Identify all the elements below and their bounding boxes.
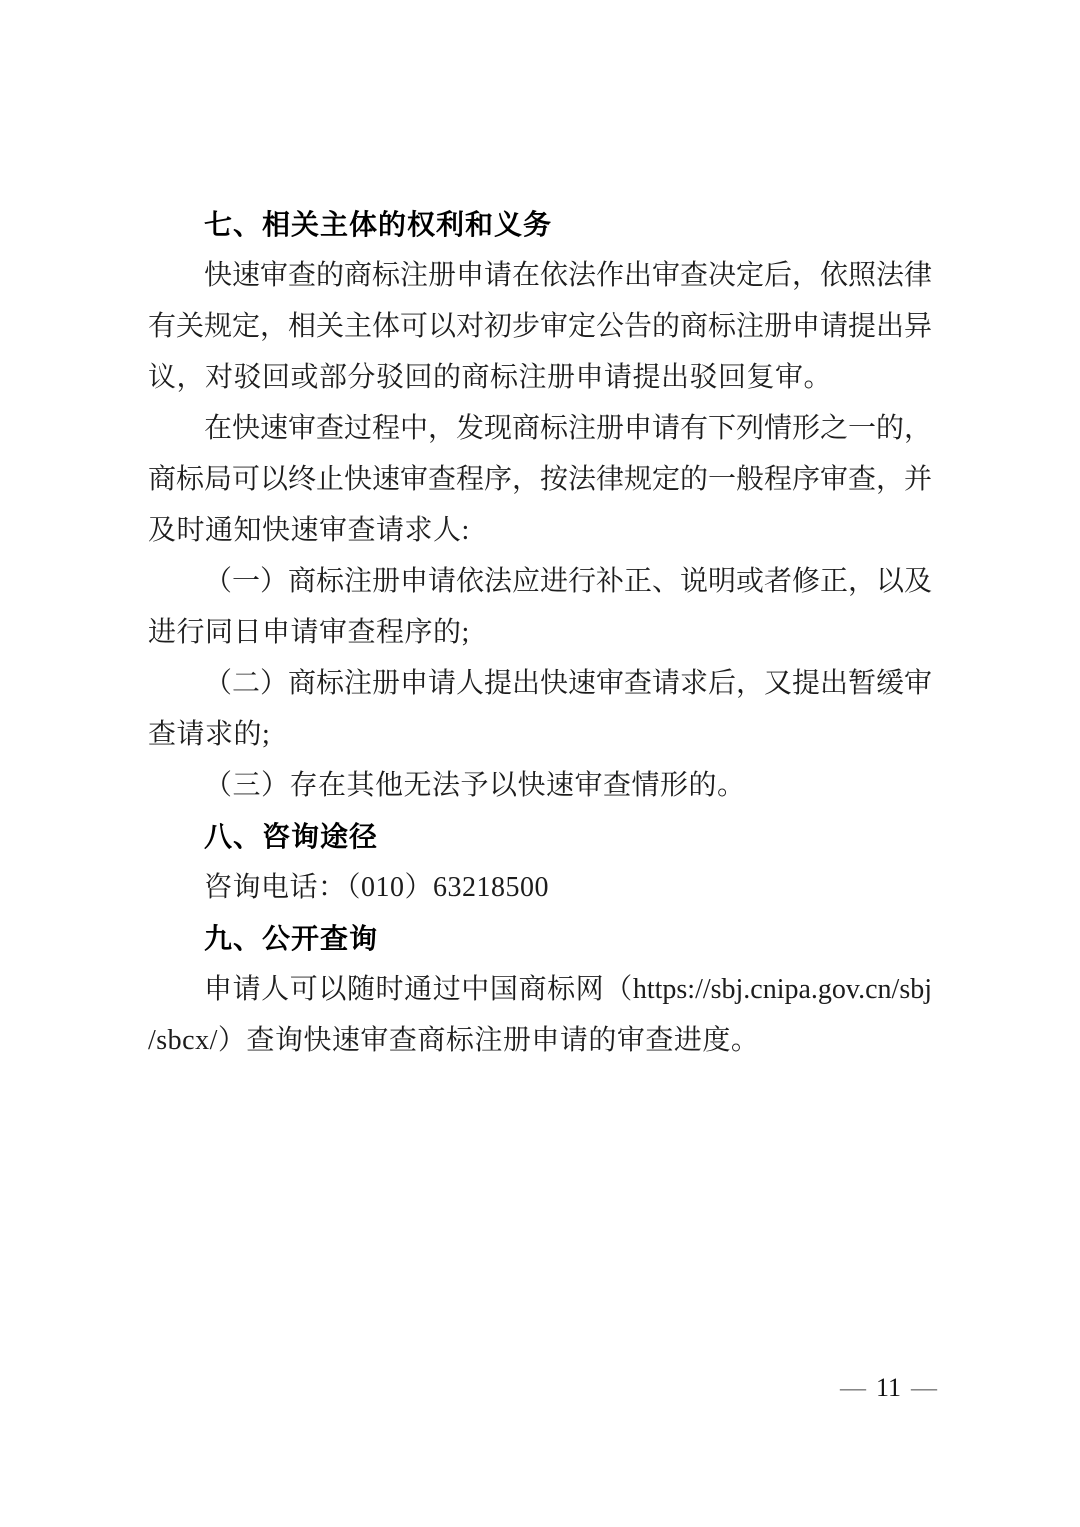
- page-number-dash-right: —: [911, 1373, 937, 1402]
- list-item-1-line: （一）商标注册申请依法应进行补正、说明或者修正，以及: [204, 566, 933, 597]
- paragraph-line: 议，对驳回或部分驳回的商标注册申请提出驳回复审。: [148, 362, 833, 393]
- page-number: [830, 1372, 947, 1404]
- url-line: 申请人可以随时通过中国商标网（https://sbj.cnipa.gov.cn/sbj: [204, 974, 932, 1005]
- page-number-dash-left: —: [839, 1373, 866, 1402]
- section-heading-8: 八、咨询途径: [204, 821, 379, 852]
- section-heading-9: 九、公开查询: [204, 923, 379, 954]
- list-item-3-line: （三）存在其他无法予以快速审查情形的。: [204, 770, 746, 801]
- paragraph-line: 在快速审查过程中，发现商标注册申请有下列情形之一的，: [204, 413, 933, 444]
- paragraph-line: 商标局可以终止快速审查程序，按法律规定的一般程序审查，并: [148, 464, 933, 495]
- paragraph-line: 快速审查的商标注册申请在依法作出审查决定后，依照法律: [204, 260, 933, 291]
- section-heading-7: 七、相关主体的权利和义务: [204, 209, 553, 240]
- list-item-2-line: 查请求的;: [148, 719, 271, 750]
- list-item-2-line: （二）商标注册申请人提出快速审查请求后，又提出暂缓审: [204, 668, 933, 699]
- paragraph-line: 有关规定，相关主体可以对初步审定公告的商标注册申请提出异: [148, 311, 933, 342]
- paragraph-line: 及时通知快速审查请求人:: [148, 515, 470, 546]
- document-body: [148, 199, 932, 1066]
- paragraph-line: /sbcx/）查询快速审查商标注册申请的审查进度。: [148, 1025, 760, 1056]
- list-item-1-line: 进行同日申请审查程序的;: [148, 617, 470, 648]
- phone-number-line: 咨询电话：（010）63218500: [204, 872, 550, 903]
- page-number-value: 11: [875, 1373, 901, 1402]
